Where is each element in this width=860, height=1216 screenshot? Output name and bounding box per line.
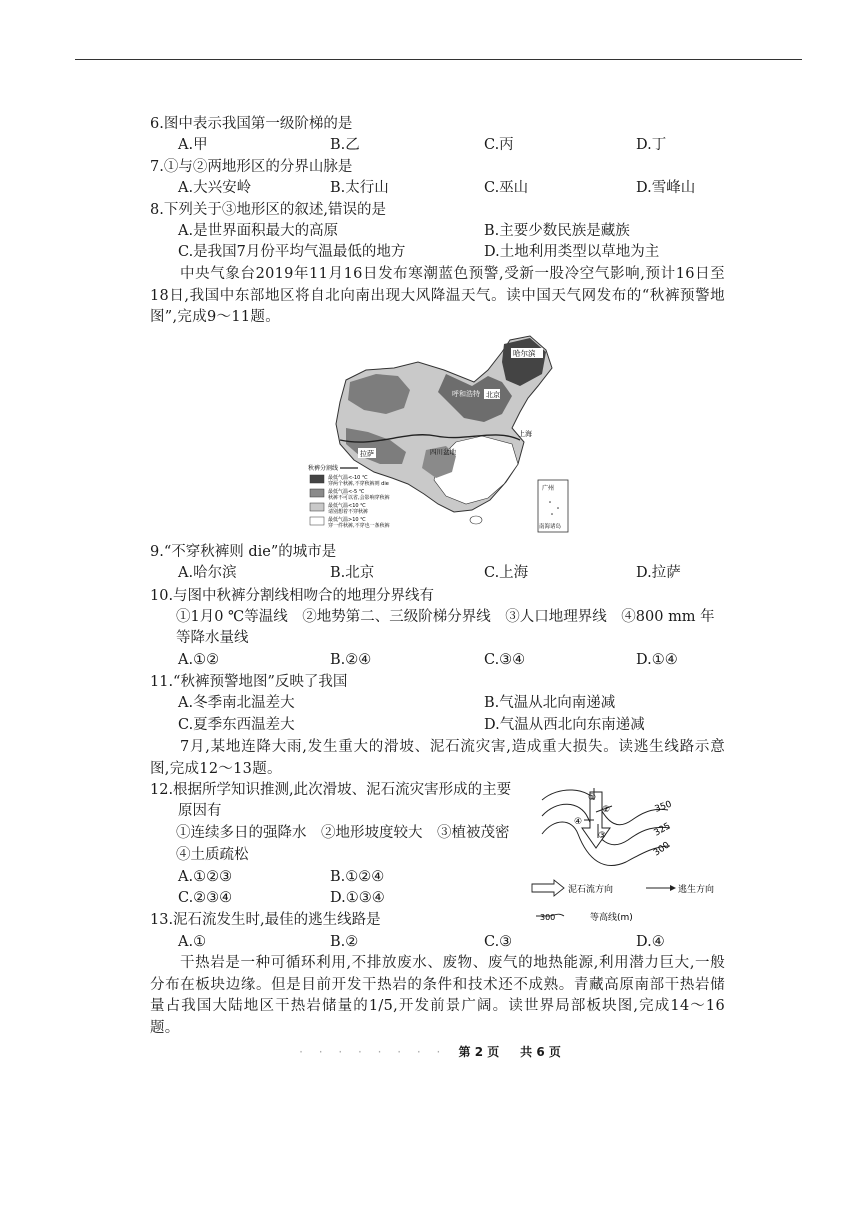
legend-contour-value: 300 (540, 913, 556, 922)
q10-option-a: A.①② (178, 652, 220, 668)
route-1-marker: ① (588, 793, 597, 803)
q12-items: ①连续多日的强降水 ②地形坡度较大 ③植被茂密 (176, 825, 510, 841)
page-footer: · · · · · · · · 第 2 页 共 6 页 (299, 1045, 561, 1059)
q9-option-b: B.北京 (330, 565, 375, 581)
q11-option-b: B.气温从北向南递减 (484, 695, 616, 711)
svg-text:最低气温>10 ℃: 最低气温>10 ℃ (328, 517, 366, 523)
city-beijing-label: 北京 (486, 391, 500, 399)
q7-stem: 7.①与②两地形区的分界山脉是 (150, 159, 353, 175)
legend-flow-arrow-icon (532, 880, 564, 896)
q10-option-d: D.①④ (636, 652, 678, 668)
map-legend (308, 464, 390, 529)
svg-text:穿一件秋裤,不穿也一条秋裤: 穿一件秋裤,不穿也一条秋裤 (328, 523, 390, 529)
q10-stem: 10.与图中秋裤分割线相吻合的地理分界线有 (150, 588, 435, 604)
q12-option-c: C.②③④ (178, 890, 233, 906)
q8-stem: 8.下列关于③地形区的叙述,错误的是 (150, 202, 386, 218)
route-2-marker: ② (602, 805, 611, 815)
contour-300-label: 300 (651, 840, 672, 859)
q13-option-a: A.① (178, 934, 207, 950)
q12-option-b: B.①②④ (330, 869, 385, 885)
q8-option-d: D.土地利用类型以草地为主 (484, 244, 660, 260)
q6-stem: 6.图中表示我国第一级阶梯的是 (150, 116, 353, 132)
city-guangzhou-label: 广州 (542, 485, 555, 492)
q7-option-c: C.巫山 (484, 180, 529, 196)
q10-items: ①1月0 ℃等温线 ②地势第二、三级阶梯分界线 ③人口地理界线 ④800 mm 年 (176, 609, 715, 625)
contour-350-label: 350 (653, 799, 674, 815)
qiuku-warning-map (306, 332, 574, 536)
q12-option-a: A.①②③ (178, 869, 233, 885)
svg-text:最低气温<10 ℃: 最低气温<10 ℃ (328, 503, 366, 509)
legend-escape-label: 逃生方向 (678, 885, 715, 895)
q11-option-d: D.气温从西北向东南递减 (484, 717, 645, 733)
page-total: 共 6 页 (520, 1045, 561, 1059)
q13-option-b: B.② (330, 934, 359, 950)
svg-text:最低气温<-5 ℃: 最低气温<-5 ℃ (328, 489, 365, 495)
q7-option-a: A.大兴安岭 (178, 180, 252, 196)
q8-option-a: A.是世界面积最大的高原 (178, 223, 339, 239)
contour-325-label: 325 (652, 821, 673, 839)
q12-option-d: D.①③④ (330, 890, 385, 906)
city-hohhot-label: 呼和浩特 (452, 390, 480, 398)
city-shanghai-label: 上海 (518, 430, 532, 438)
intro-paragraph-1: 中央气象台2019年11月16日发布寒潮蓝色预警,受新一股冷空气影响,预计16日至18日,我国中东部地区将自北向南出现大风降温天气。读中国天气网发布的“秋裤预警地图”,完成9～11题。 (150, 266, 725, 325)
q13-stem: 13.泥石流发生时,最佳的逃生线路是 (150, 912, 381, 928)
escape-route-diagram (528, 780, 728, 932)
inset-label: 南海诸岛 (539, 524, 562, 530)
q6-option-d: D.丁 (636, 137, 667, 153)
q8-option-c: C.是我国7月份平均气温最低的地方 (178, 244, 406, 260)
q11-option-a: A.冬季南北温差大 (178, 695, 295, 711)
q10-items-cont: 等降水量线 (176, 630, 249, 646)
legend-flow-label: 泥石流方向 (568, 885, 614, 895)
svg-text:最低气温<-10 ℃: 最低气温<-10 ℃ (328, 475, 368, 481)
q13-option-c: C.③ (484, 934, 513, 950)
q9-option-a: A.哈尔滨 (178, 565, 237, 581)
q11-option-c: C.夏季东西温差大 (178, 717, 295, 733)
page-number: 第 2 页 (458, 1045, 500, 1059)
q9-stem: 9.“不穿秋裤则 die”的城市是 (150, 544, 337, 560)
q9-option-d: D.拉萨 (636, 565, 681, 581)
q13-option-d: D.④ (636, 934, 665, 950)
q9-option-c: C.上海 (484, 565, 529, 581)
sichuan-basin-label: 四川盆地 (430, 448, 456, 456)
svg-text:穿两个秋裤,不穿秋裤则 die: 穿两个秋裤,不穿秋裤则 die (328, 481, 389, 487)
q7-option-d: D.雪峰山 (636, 180, 696, 196)
q7-option-b: B.太行山 (330, 180, 389, 196)
svg-text:秋裤不可以省,会影响穿秋裤: 秋裤不可以省,会影响穿秋裤 (328, 495, 390, 501)
q11-stem: 11.“秋裤预警地图”反映了我国 (150, 674, 348, 690)
q8-option-b: B.主要少数民族是藏族 (484, 223, 630, 239)
q12-stem-cont: 原因有 (178, 803, 222, 819)
q10-option-b: B.②④ (330, 652, 372, 668)
header-rule (75, 59, 802, 60)
route-4-marker: ④ (574, 817, 583, 827)
city-harbin-label: 哈尔滨 (513, 349, 536, 358)
q12-items-cont: ④土质疏松 (176, 847, 249, 863)
svg-text:请别想着不穿秋裤: 请别想着不穿秋裤 (328, 509, 369, 515)
q6-option-c: C.丙 (484, 137, 514, 153)
q6-option-b: B.乙 (330, 137, 360, 153)
intro-paragraph-3: 干热岩是一种可循环利用,不排放废水、废物、废气的地热能源,利用潜力巨大,一般分布在板块边缘。但是目前开发干热岩的条件和技术还不成熟。青藏高原南部干热岩储量占我国大陆地区干热岩储量的1/5,开发前景广阔。读世界局部板块图,完成14～16题。 (150, 955, 725, 1036)
intro-paragraph-2: 7月,某地连降大雨,发生重大的滑坡、泥石流灾害,造成重大损失。读逃生线路示意图,完成12～13题。 (150, 739, 725, 777)
route-3-marker: ③ (598, 831, 607, 841)
q10-option-c: C.③④ (484, 652, 526, 668)
legend-title: 秋裤分割线 (308, 465, 339, 472)
q6-option-a: A.甲 (178, 137, 208, 153)
city-lhasa-label: 拉萨 (360, 450, 374, 458)
legend-contour-label: 等高线(m) (590, 913, 633, 923)
q12-stem: 12.根据所学知识推测,此次滑坡、泥石流灾害形成的主要 (150, 782, 512, 798)
